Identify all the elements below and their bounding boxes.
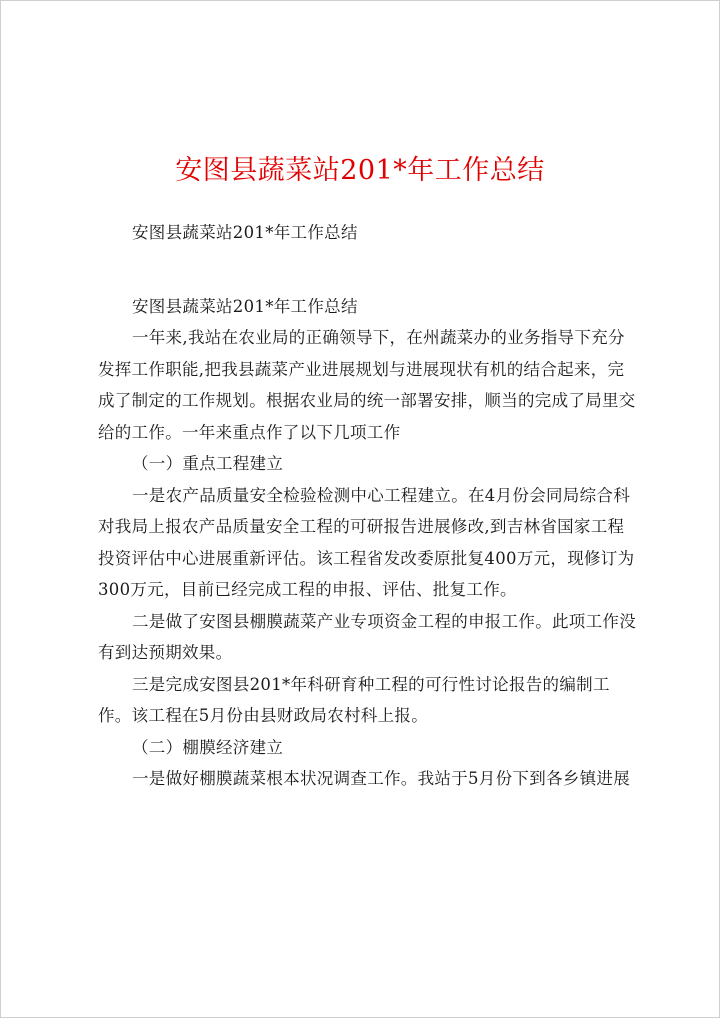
body-paragraph: 二是做了安图县棚膜蔬菜产业专项资金工程的申报工作。此项工作没有到达预期效果。 (98, 611, 636, 662)
repeated-title-line: 安图县蔬菜站201*年工作总结 (132, 296, 358, 316)
repeated-title-line: 安图县蔬菜站201*年工作总结 (132, 223, 358, 242)
section-heading: （一）重点工程建立 (132, 454, 284, 473)
body-paragraph: 一是做好棚膜蔬菜根本状况调查工作。我站于5月份下到各乡镇进展 (132, 769, 630, 788)
section-heading: （二）棚膜经济建立 (132, 737, 284, 757)
document-body (98, 217, 636, 795)
body-paragraph: 三是完成安图县201*年科研育种工程的可行性讨论报告的编制工作。该工程在5月份由县财政局农村科上报。 (98, 674, 610, 725)
document-title: 安图县蔬菜站201*年工作总结 (175, 155, 545, 186)
body-paragraph: 一是农产品质量安全检验检测中心工程建立。在4月份会同局综合科对我局上报农产品质量安全工程的可研报告进展修改,到吉林省国家工程投资评估中心进展重新评估。该工程省发改委原批复400万元，现修订为300万元，目前已经完成工程的申报、评估、批复工作。 (98, 485, 635, 599)
intro-paragraph: 一年来,我站在农业局的正确领导下，在州蔬菜办的业务指导下充分发挥工作职能,把我县蔬菜产业进展规划与进展现状有机的结合起来，完成了制定的工作规划。根据农业局的统一部署安排，顺当的完成了局里交给的工作。一年来重点作了以下几项工作 (98, 328, 636, 442)
